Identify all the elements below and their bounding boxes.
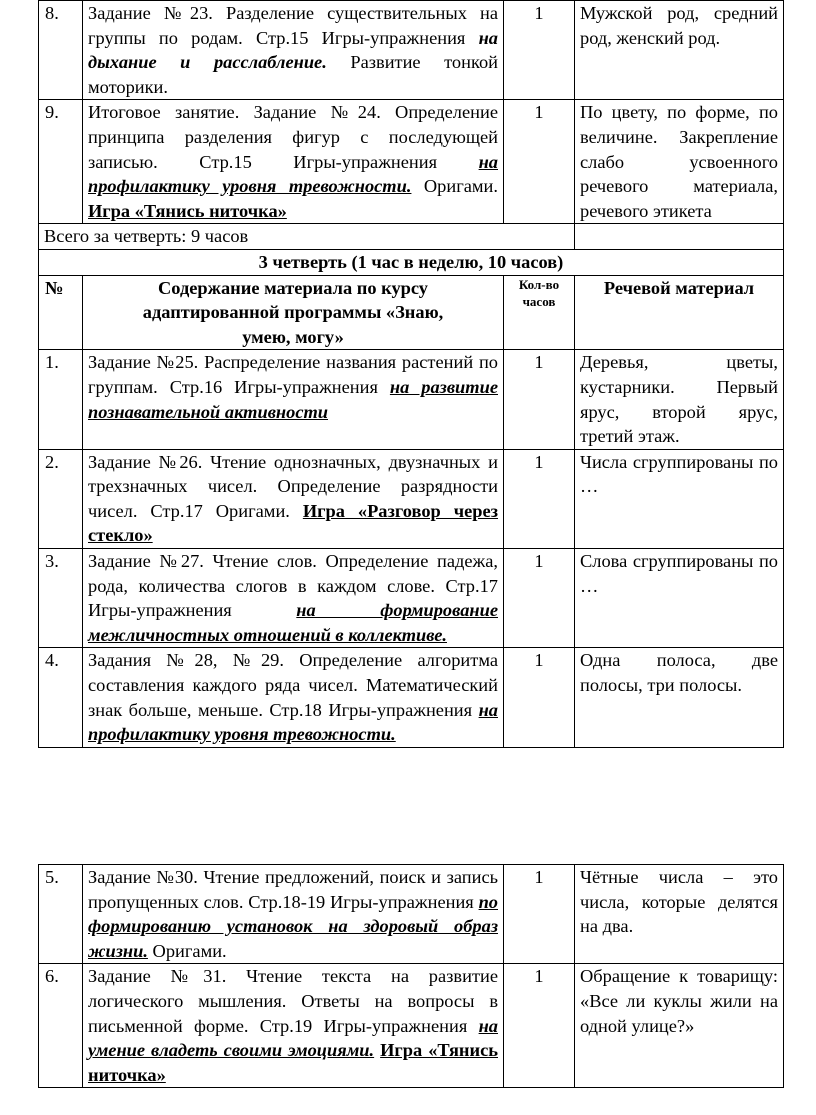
- lesson-content: [83, 964, 504, 1088]
- lesson-content: [83, 449, 504, 548]
- speech-material: Мужской род, средний род, женский род.: [575, 1, 784, 100]
- lesson-row: [39, 648, 784, 747]
- quarter-header: 3 четверть (1 час в неделю, 10 часов): [39, 249, 784, 275]
- exercise-highlight: на профилактику уровня тревожности.: [88, 151, 498, 197]
- lesson-content: [83, 865, 504, 964]
- col-header-hours: Кол-во часов: [504, 275, 575, 350]
- content-text: Задание №31. Чтение текста на развитие логического мышления. Ответы на вопросы в письменной форме. Стр.19 Игры-упражнения: [88, 966, 498, 1036]
- lesson-number: 1.: [39, 350, 83, 449]
- lesson-hours: 1: [504, 1, 575, 100]
- col-header-num: №: [39, 275, 83, 350]
- lesson-hours: 1: [504, 449, 575, 548]
- exercise-highlight: на профилактику уровня тревожности.: [88, 699, 498, 745]
- rows-continued: [39, 865, 784, 1088]
- col-header-content: Содержание материала по курсу адаптированной программы «Знаю, умею, могу»: [83, 275, 504, 350]
- lesson-hours: 1: [504, 100, 575, 224]
- rows-after: [39, 350, 784, 748]
- lesson-number: 6.: [39, 964, 83, 1088]
- speech-material: Слова сгруппированы по …: [575, 549, 784, 648]
- content-text: Задание №30. Чтение предложений, поиск и запись пропущенных слов. Стр.18-19 Игры-упражнения: [88, 867, 498, 912]
- lesson-plan-table-continued: [38, 864, 784, 1088]
- lesson-number: 3.: [39, 549, 83, 648]
- lesson-row: [39, 100, 784, 224]
- content-text: Итоговое занятие. Задание №24. Определение принципа разделения фигур с последующей записью. Стр.15 Игры-упражнения: [88, 102, 498, 172]
- lesson-row: [39, 549, 784, 648]
- lesson-hours: 1: [504, 350, 575, 449]
- lesson-number: 9.: [39, 100, 83, 224]
- lesson-number: 2.: [39, 449, 83, 548]
- speech-material: Чётные числа – это числа, которые делятся на два.: [575, 865, 784, 964]
- content-text: Оригами.: [147, 940, 227, 961]
- exercise-highlight: на формирование межличностных отношений в коллективе.: [88, 600, 498, 645]
- lesson-plan-table: [38, 0, 784, 748]
- lesson-row: [39, 865, 784, 964]
- quarter-header-row: [39, 249, 784, 275]
- exercise-highlight: на умение владеть своими эмоциями.: [88, 1015, 498, 1061]
- content-text: Задание №23. Разделение существительных на группы по родам. Стр.15 Игры-упражнения: [88, 3, 498, 48]
- content-text: Задания №28, №29. Определение алгоритма составления каждого ряда чисел. Математический знак больше, меньше. Стр.18 Игры-упражнения: [88, 650, 498, 720]
- exercise-highlight: по формированию установок на здоровый образ жизни.: [88, 891, 498, 961]
- lesson-row: [39, 449, 784, 548]
- speech-material: Обращение к товарищу: «Все ли куклы жили на одной улице?»: [575, 964, 784, 1088]
- lesson-number: 5.: [39, 865, 83, 964]
- content-text: Задание №26. Чтение однозначных, двузначных и трехзначных чисел. Определение разрядности чисел. Стр.17 Оригами.: [88, 451, 498, 521]
- content-text: Развитие тонкой моторики.: [88, 52, 498, 97]
- exercise-highlight: Игра «Тянись ниточка»: [88, 200, 287, 221]
- empty-cell: [575, 224, 784, 250]
- column-header-row: [39, 275, 784, 350]
- rows-before: [39, 1, 784, 224]
- lesson-hours: 1: [504, 964, 575, 1088]
- exercise-highlight: на развитие познавательной активности: [88, 376, 498, 422]
- speech-material: По цвету, по форме, по величине. Закрепление слабо усвоенного речевого материала, речевого этикета: [575, 100, 784, 224]
- lesson-row: [39, 350, 784, 449]
- lesson-hours: 1: [504, 865, 575, 964]
- content-text: Задание №25. Распределение названия растений по группам. Стр.16 Игры-упражнения: [88, 352, 498, 397]
- exercise-highlight: Игра «Разговор через стекло»: [88, 500, 499, 546]
- lesson-content: [83, 549, 504, 648]
- speech-material: Одна полоса, две полосы, три полосы.: [575, 648, 784, 747]
- exercise-highlight: на дыхание и расслабление.: [88, 27, 498, 73]
- lesson-number: 8.: [39, 1, 83, 100]
- speech-material: Числа сгруппированы по …: [575, 449, 784, 548]
- col-header-speech: Речевой материал: [575, 275, 784, 350]
- summary-section: [39, 224, 784, 350]
- lesson-number: 4.: [39, 648, 83, 747]
- lesson-row: [39, 964, 784, 1088]
- lesson-row: [39, 1, 784, 100]
- lesson-content: [83, 350, 504, 449]
- lesson-content: [83, 648, 504, 747]
- total-hours-cell: Всего за четверть: 9 часов: [39, 224, 575, 250]
- lesson-content: [83, 1, 504, 100]
- lesson-hours: 1: [504, 549, 575, 648]
- speech-material: Деревья, цветы, кустарники. Первый ярус, второй ярус, третий этаж.: [575, 350, 784, 449]
- lesson-content: [83, 100, 504, 224]
- total-row: [39, 224, 784, 250]
- content-text: Оригами.: [411, 176, 498, 197]
- content-text: Задание №27. Чтение слов. Определение падежа, рода, количества слогов в каждом слове. Стр.17 Игры-упражнения: [88, 551, 498, 621]
- lesson-hours: 1: [504, 648, 575, 747]
- exercise-highlight: Игра «Тянись ниточка»: [88, 1040, 498, 1085]
